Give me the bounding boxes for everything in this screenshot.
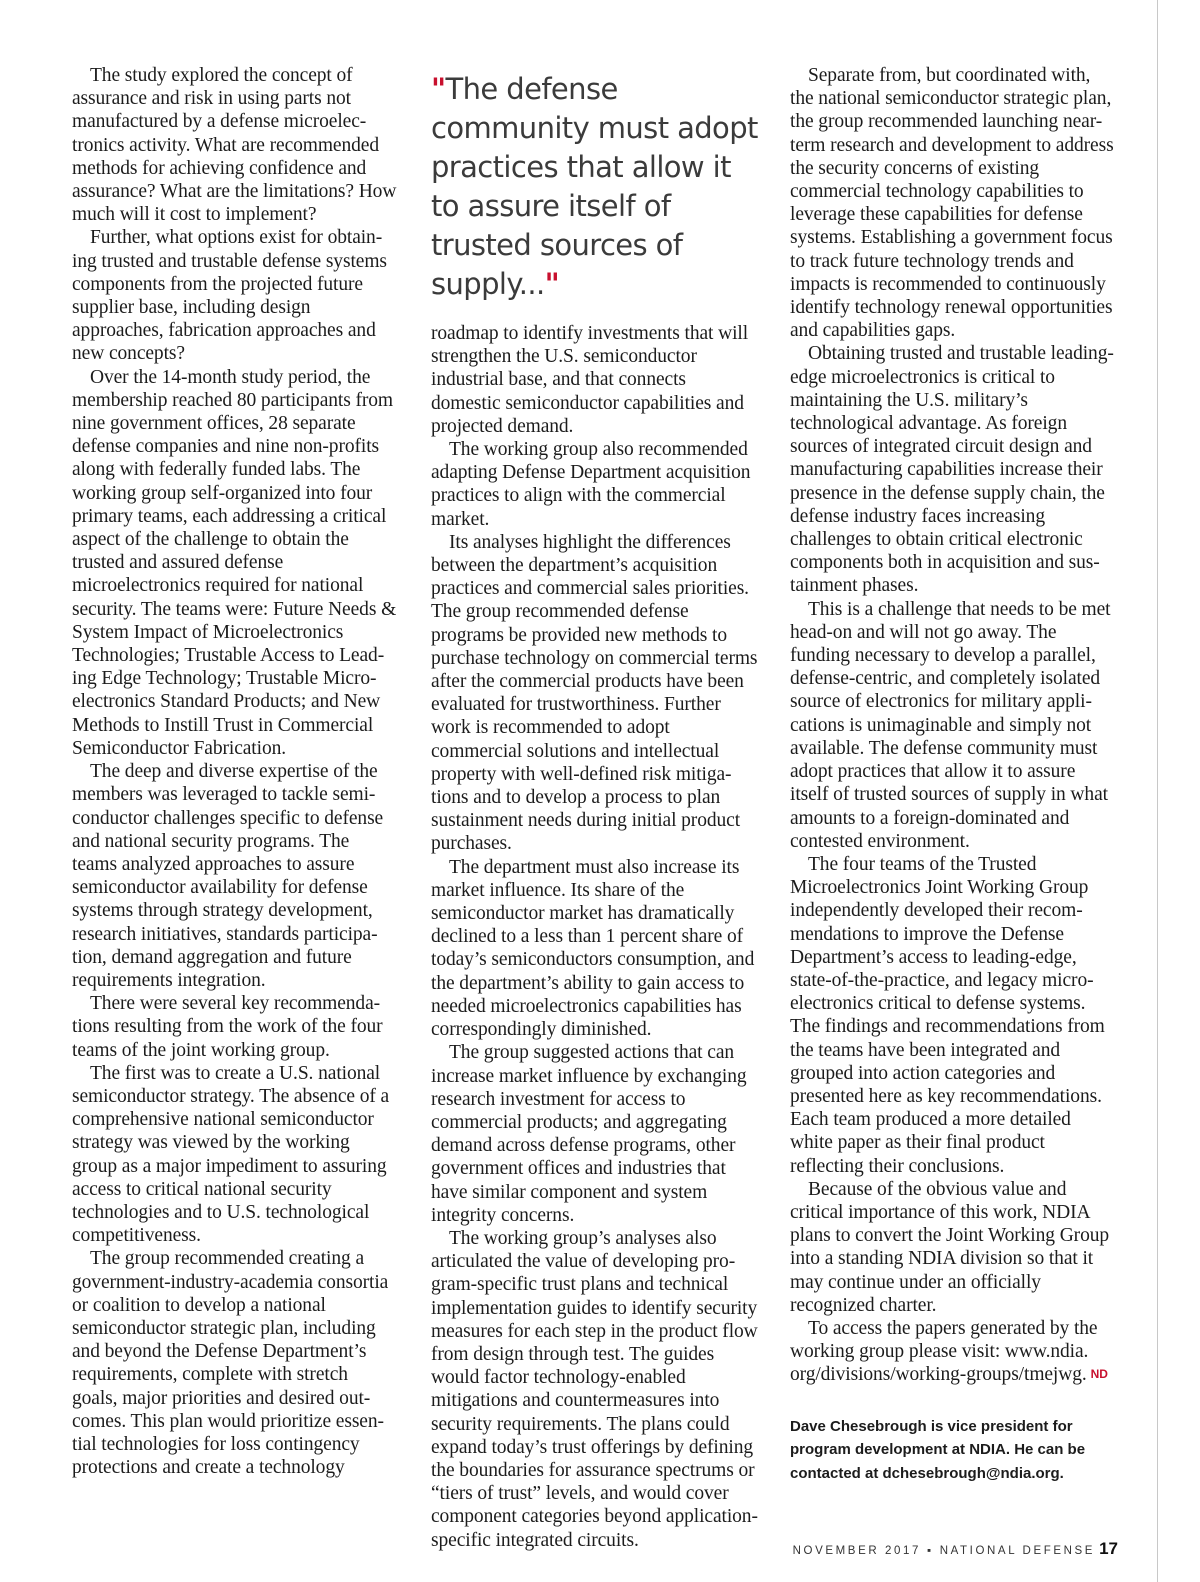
page-footer xyxy=(793,1539,1118,1559)
paragraph: The working group’s analyses also articulated the value of developing program-specific trust plans and technical implementation guides to identify security measures for each step in the product flow from design through test. The guides would factor technology-enabled mitigations and countermeasures into security requirements. The plans could expand today’s trust offerings by defining the boundaries for assurance spectrums or “tiers of trust” levels, and would cover component categories beyond application-specific integrated circuits. xyxy=(431,1227,758,1551)
column-right xyxy=(790,64,1118,1485)
paragraph: The four teams of the Trusted Microelectronics Joint Working Group independently developed their recommendations to improve the Defense Department’s access to leading-edge, state-of-the-practice, and legacy microelectronics critical to defense systems. The findings and recommendations from the teams have been integrated and grouped into action categories and presented here as key recommendations. Each team produced a more detailed white paper as their final product reflecting their conclusions. xyxy=(790,853,1105,1177)
page-number: 17 xyxy=(1099,1539,1118,1558)
page-edge-line xyxy=(1157,0,1158,1582)
paragraph: Its analyses highlight the differences between the department’s acquisition practices and commercial sales priorities. The group recommended defense programs be provided new methods to purchase technology on commercial terms after the commercial products have been evaluated for trustworthiness. Further work is recommended to adopt commercial solutions and intellectual property with well-defined risk mitigations and to develop a process to plan sustainment needs during initial product purchases. xyxy=(431,531,758,855)
paragraph: The group suggested actions that can increase market influence by exchanging research investment for access to commercial products; and aggregating demand across defense programs, other government offices and industries that have similar component and system integrity concerns. xyxy=(431,1042,747,1226)
paragraph: roadmap to identify investments that will strengthen the U.S. semiconductor industrial base, and that connects domestic semiconductor capabilities and projected demand. xyxy=(431,323,749,437)
pull-quote-text: The defense community must adopt practices that allow it to assure itself of trusted sources of supply... xyxy=(431,72,758,301)
end-mark-icon: ND xyxy=(1090,1367,1108,1382)
paragraph: The working group also recommended adapting Defense Department acquisition practices to align with the commercial market. xyxy=(431,439,751,530)
paragraph: Obtaining trusted and trustable leading-edge microelectronics is critical to maintaining the U.S. military’s technological advantage. As foreign sources of integrated circuit design and manufacturing capabilities increase their presence in the defense supply chain, the defense industry faces increasing challenges to obtain critical electronic components both in acquisition and sustainment phases. xyxy=(790,343,1114,597)
footer-bullet-icon: ▪ xyxy=(927,1545,934,1557)
paragraph: The group recommended creating a government-industry-academia consortia or coalition to develop a national semiconductor strategic plan, including and beyond the Defense Department’s requirements, complete with stretch goals, major priorities and desired outcomes. This plan would prioritize essential technologies for loss contingency protections and create a technology xyxy=(72,1248,389,1479)
footer-publication: NATIONAL DEFENSE xyxy=(939,1545,1096,1557)
paragraph: Separate from, but coordinated with, the national semiconductor strategic plan, the group recommended launching near-term research and development to address the security concerns of existing commercial technology capabilities to leverage these capabilities for defense systems. Establishing a government focus to track future technology trends and impacts is recommended to continuously identify technology renewal opportunities and capabilities gaps. xyxy=(790,65,1114,342)
author-bio: Dave Chesebrough is vice president for program development at NDIA. He can be contacted at dchesebrough@ndia.org. xyxy=(790,1417,1086,1482)
paragraph: The deep and diverse expertise of the members was leveraged to tackle semiconductor challenges specific to defense and national security programs. The teams analyzed approaches to assure semiconductor availability for defense systems through strategy development, research initiatives, standards participation, demand aggregation and future requirements integration. xyxy=(72,761,384,991)
open-quote-mark: " xyxy=(431,72,446,106)
paragraph: Further, what options exist for obtaining trusted and trustable defense systems components from the projected future supplier base, including design approaches, fabrication approaches and new concepts? xyxy=(72,227,387,365)
pull-quote xyxy=(431,68,758,304)
column-middle xyxy=(431,64,758,1552)
close-quote-mark: " xyxy=(544,267,560,301)
column-left xyxy=(72,64,398,1479)
paragraph: Over the 14-month study period, the membership reached 80 participants from nine government offices, 28 separate defense companies and nine non-profits along with federally funded labs. The working group self-organized into four primary teams, each addressing a critical aspect of the challenge to obtain the trusted and assured defense microelectronics required for national security. The teams were: Future Needs & System Impact of Microelectronics Technologies; Trustable Access to Leading Edge Technology; Trustable Microelectronics Standard Products; and New Methods to Instill Trust in Commercial Semiconductor Fabrication. xyxy=(72,366,397,759)
paragraph: There were several key recommendations resulting from the work of the four teams of the joint working group. xyxy=(72,993,383,1061)
paragraph: The study explored the concept of assurance and risk in using parts not manufactured by a defense microelectronics activity. What are recommended methods for achieving confidence and assurance? What are the limitations? How much will it cost to implement? xyxy=(72,65,397,226)
paragraph: The department must also increase its market influence. Its share of the semiconductor market has dramatically declined to a less than 1 percent share of today’s semiconductors consumption, and the department’s ability to gain access to needed microelectronics capabilities has correspondingly diminished. xyxy=(431,856,755,1041)
closing-paragraph xyxy=(790,1317,1118,1387)
closing-text: To access the papers generated by the working group please visit: www.ndia. org/divisions/working-groups/tmejwg. xyxy=(790,1317,1098,1386)
paragraph: Because of the obvious value and critical importance of this work, NDIA plans to convert the Joint Working Group into a standing NDIA division so that it may continue under an officially recognized charter. xyxy=(790,1178,1110,1316)
footer-issue: NOVEMBER 2017 xyxy=(792,1545,922,1557)
paragraph: The first was to create a U.S. national semiconductor strategy. The absence of a comprehensive national semiconductor strategy was viewed by the working group as a major impediment to assuring access to critical national security technologies and to U.S. technological competitiveness. xyxy=(72,1062,390,1247)
paragraph: This is a challenge that needs to be met head-on and will not go away. The funding necessary to develop a parallel, defense-centric, and completely isolated source of electronics for military applications is unimaginable and simply not available. The defense community must adopt practices that allow it to assure itself of trusted sources of supply in what amounts to a foreign-dominated and contested environment. xyxy=(790,598,1111,852)
